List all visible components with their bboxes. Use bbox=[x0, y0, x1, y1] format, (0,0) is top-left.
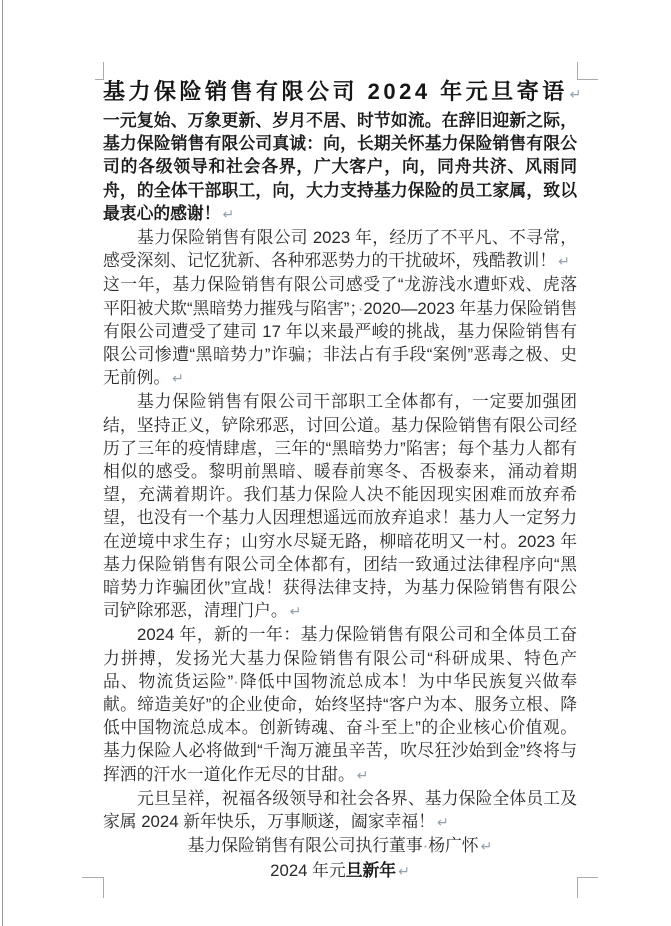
paragraph-mark-icon: ↵ bbox=[480, 838, 493, 855]
document-title-text: 基力保险销售有限公司 2024 年元旦寄语 bbox=[103, 79, 568, 104]
text-run: 一元复始、万象更新、岁月不居、时节如流。在辞旧迎新之际，基力保险销售有限公司真诚：向，长期关怀基力保险销售有限公司的各级领导和社会各界，广大客户，向，同舟共济、风雨同舟，的全体干部职工，向，大力支持基力保险的员工家属，致以最衷心的感谢！ bbox=[103, 111, 577, 223]
text-boundary-mark-bottom-right bbox=[577, 877, 598, 898]
paragraph-mark-icon: ↵ bbox=[356, 766, 369, 783]
text-run: 元旦呈祥，祝福各级领导和社会各界、基力保险全体员工及家属 2024 新年快乐，万事顺遂，阖家幸福！ bbox=[103, 788, 577, 832]
paragraph-mark-icon: ↵ bbox=[222, 205, 235, 222]
text-boundary-mark-top-right bbox=[577, 62, 598, 80]
space-mark: · bbox=[233, 671, 239, 691]
text-run: 降低中国物流总成本！为中华民族复兴做奉献。缔造美好”的企业使命，始终坚持“客户为本、服务立根、降低中国物流总成本。创新铸魂、奋斗至上”的企业核心价值观。基力保险人必将做到“千淘万漉虽辛苦，吹尽狂沙始到金”终将与挥洒的汗水一道化作无尽的甘甜。 bbox=[103, 671, 577, 784]
paragraph bbox=[103, 390, 577, 623]
text-run: 2024 年元 bbox=[270, 860, 346, 880]
paragraph bbox=[103, 787, 577, 834]
paragraph-mark-icon: ↵ bbox=[558, 253, 570, 270]
paragraph bbox=[103, 623, 577, 786]
paragraph bbox=[103, 859, 577, 883]
paragraph bbox=[103, 273, 577, 390]
paragraph-mark-icon: ↵ bbox=[436, 814, 449, 831]
text-run: 基力保险销售有限公司干部职工全体都有，一定要加强团结，坚持正义，铲除邪恶，讨回公道。基力保险销售有限公司经历了三年的疫情肆虐，三年的“黑暗势力”陷害；每个基力人都有相似的感受。黎明前黑暗、暖春前寒冬、否极泰来，涌动着期望，充满着期许。我们基力保险人决不能因现实困难而放弃希望，也没有一个基力人因理想遥远而放弃追求！基力人一定努力在逆境中求生存；山穷水尽疑无路，柳暗花明又一村。2023 年基力保险销售有限公司全体都有，团结一致通过法律程序向“黑暗势力诈骗团伙”宣战！获得法律支持，为基力保险销售有限公司铲除邪恶，清理门户。 bbox=[103, 392, 577, 621]
text-boundary-mark-bottom-left bbox=[82, 877, 104, 898]
space-mark: · bbox=[357, 298, 364, 318]
paragraph-mark-icon: ↵ bbox=[289, 603, 302, 620]
document-title bbox=[103, 77, 582, 109]
text-run: 基力保险销售有限公司 2023 年，经历了不平凡、不寻常，感受深刻、记忆犹新、各种邪恶势力的干扰破坏，残酷教训！ bbox=[103, 228, 577, 271]
paragraph-mark-icon: ↵ bbox=[569, 86, 582, 102]
document-text-area bbox=[103, 77, 582, 883]
space-mark: · bbox=[422, 836, 429, 856]
text-run: 基力保险销售有限公司执行董事 bbox=[187, 836, 423, 856]
paragraph bbox=[103, 109, 577, 226]
text-run: 2024 年，新的一年：基力保险销售有限公司和全体员工奋力拼搏，发扬光大基力保险销售有限公司“科研成果、特色产品、物流货运险” bbox=[103, 625, 577, 691]
text-run: 2020—2023 年基力保险销售有限公司遭受了建司 17 年以来最严峻的挑战，基力保险销售有限公司惨遭“黑暗势力”诈骗；非法占有手段“案例”恶毒之极、史无前例。 bbox=[103, 298, 577, 388]
text-run: 杨广怀 bbox=[428, 836, 479, 856]
text-run: 旦新年 bbox=[345, 860, 397, 880]
text-run: 这一年，基力保险销售有限公司感受了“龙游浅水遭虾戏、虎落平阳被犬欺“黑暗势力摧残与陷害”； bbox=[103, 275, 577, 318]
page-left-edge bbox=[2, 0, 3, 926]
paragraph-mark-icon: ↵ bbox=[172, 370, 184, 387]
paragraph bbox=[103, 834, 577, 858]
paragraph bbox=[103, 226, 577, 273]
document-paragraphs bbox=[103, 109, 577, 883]
paragraph-mark-icon: ↵ bbox=[398, 862, 410, 879]
